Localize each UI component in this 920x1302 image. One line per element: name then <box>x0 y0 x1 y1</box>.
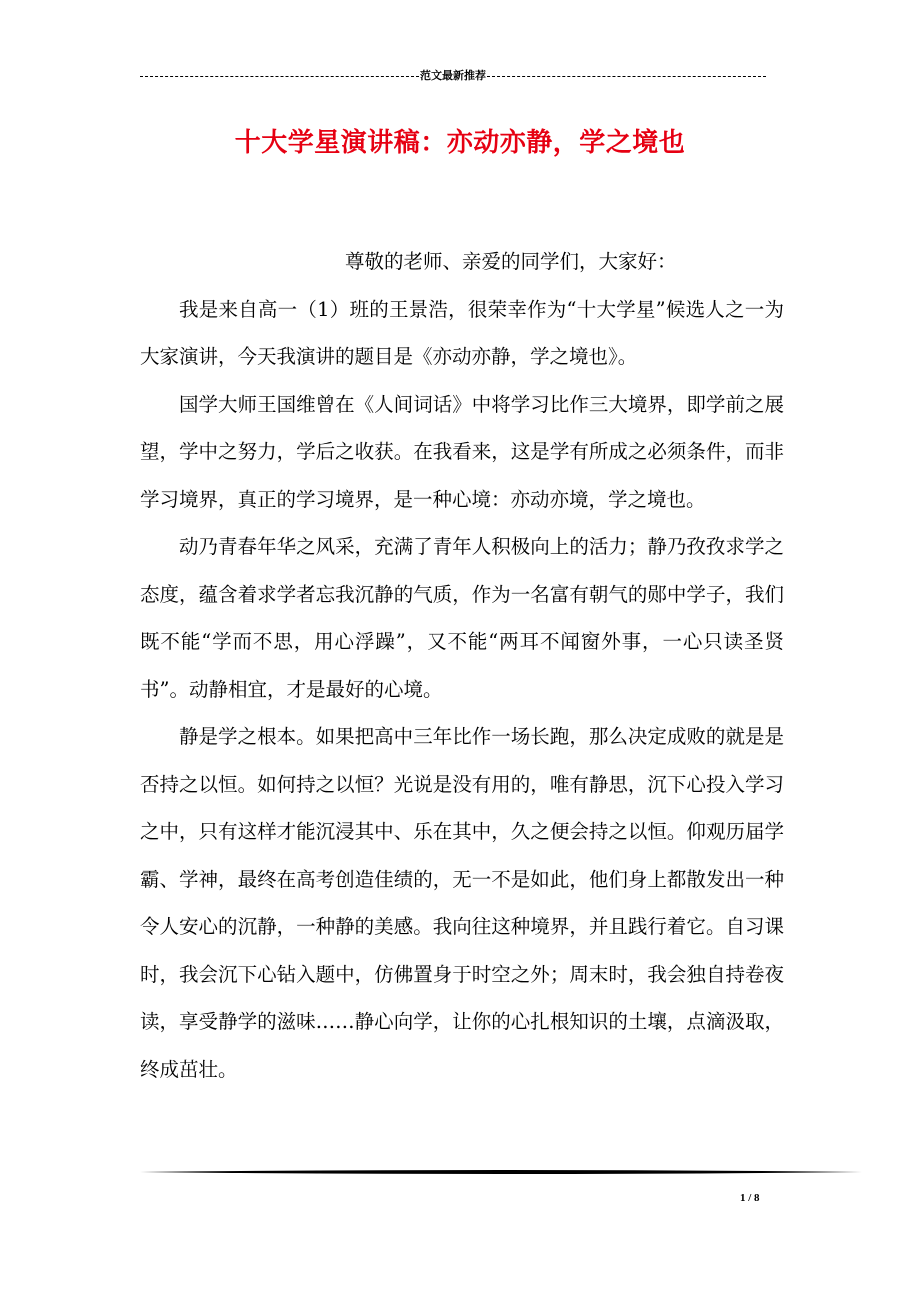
document-body <box>140 238 784 1093</box>
document-title: 十大学星演讲稿：亦动亦静，学之境也 <box>234 128 686 158</box>
page-number: 1 / 8 <box>740 1192 760 1204</box>
header-label: 范文最新推荐 <box>420 69 486 82</box>
paragraph-stillness-root: 静是学之根本。如果把高中三年比作一场长跑，那么决定成败的就是是否持之以恒。如何持之以恒？光说是没有用的，唯有静思，沉下心投入学习之中，只有这样才能沉浸其中、乐在其中，久之便会持之以恒。仰观历届学霸、学神，最终在高考创造佳绩的，无一不是如此，他们身上都散发出一种令人安心的沉静，一种静的美感。我向往这种境界，并且践行着它。自习课时，我会沉下心钻入题中，仿佛置身于时空之外；周末时，我会独自持卷夜读，享受静学的滋味……静心向学，让你的心扎根知识的土壤，点滴汲取，终成茁壮。 <box>140 725 784 1081</box>
header-dash-right <box>487 76 766 77</box>
paragraph-wang-guowei: 国学大师王国维曾在《人间词话》中将学习比作三大境界，即学前之展望，学中之努力，学后之收获。在我看来，这是学有所成之必须条件，而非学习境界，真正的学习境界，是一种心境：亦动亦境，学之境也。 <box>140 392 784 511</box>
footer-divider <box>140 1169 862 1175</box>
page-header <box>140 68 766 84</box>
header-dash-left <box>140 76 419 77</box>
paragraph-motion-stillness: 动乃青春年华之风采，充满了青年人积极向上的活力；静乃孜孜求学之态度，蕴含着求学者忘我沉静的气质，作为一名富有朝气的郧中学子，我们既不能“学而不思，用心浮躁”，又不能“两耳不闻窗外事，一心只读圣贤书”。动静相宜，才是最好的心境。 <box>140 535 784 701</box>
salutation: 尊敬的老师、亲爱的同学们，大家好： <box>345 250 677 273</box>
paragraph-intro: 我是来自高一（1）班的王景浩，很荣幸作为“十大学星”候选人之一为大家演讲，今天我演讲的题目是《亦动亦静，学之境也》。 <box>140 297 784 368</box>
